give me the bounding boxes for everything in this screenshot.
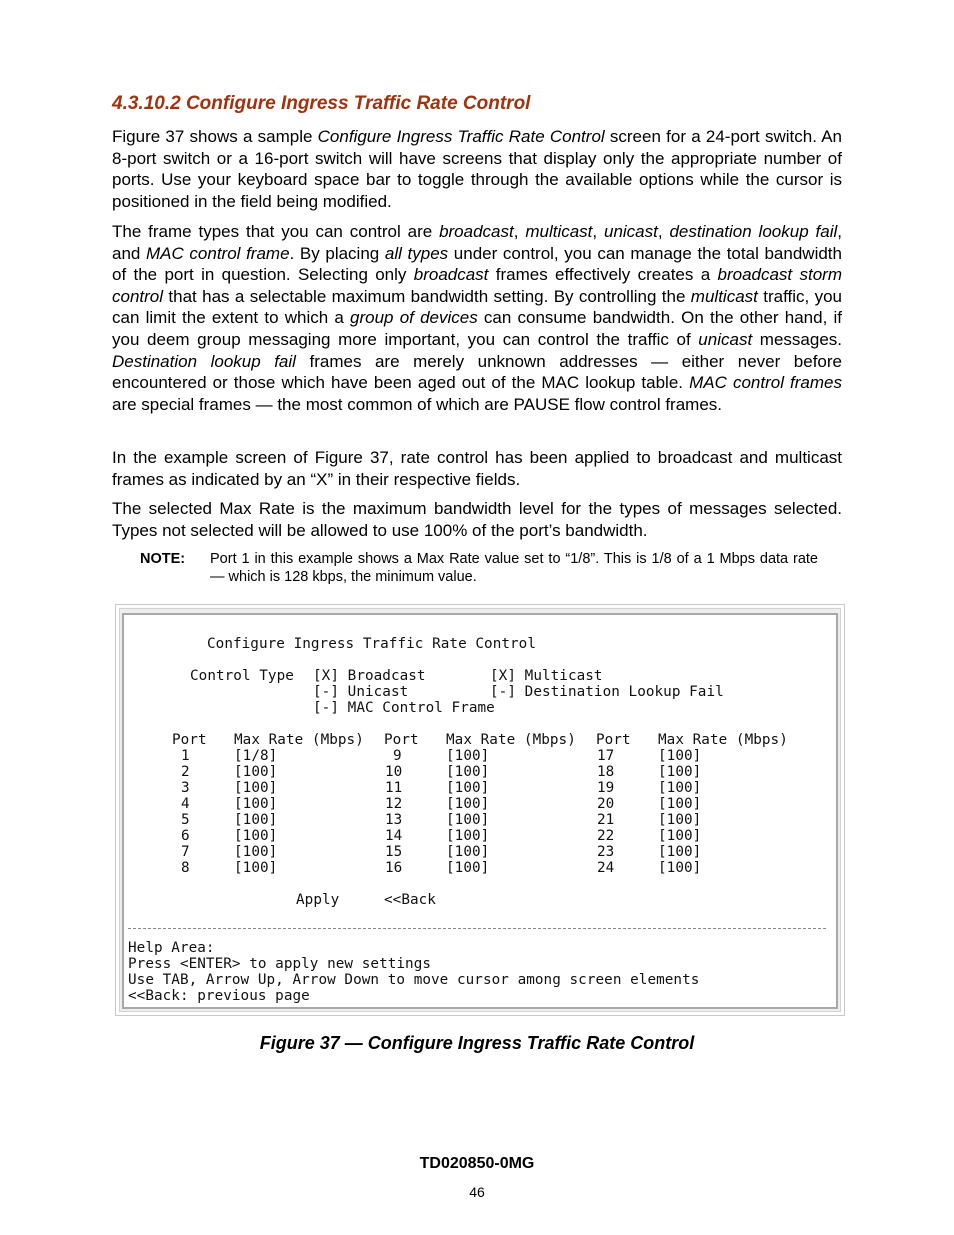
header-max-rate-1: Max Rate (Mbps) [234, 732, 364, 748]
header-port-2: Port [384, 732, 419, 748]
port-number: 17 [597, 748, 615, 764]
page-number: 46 [469, 1184, 485, 1200]
option-multicast[interactable]: [X] Multicast [490, 668, 603, 684]
port-number: 24 [597, 860, 615, 876]
port-number: 22 [597, 828, 615, 844]
port-number: 12 [385, 796, 403, 812]
help-line: <<Back: previous page [128, 988, 310, 1004]
screen-divider [128, 928, 826, 929]
max-rate-field[interactable]: [100] [446, 748, 490, 764]
port-number: 11 [385, 780, 403, 796]
max-rate-field[interactable]: [100] [446, 828, 490, 844]
port-number: 14 [385, 828, 403, 844]
option-unicast[interactable]: [-] Unicast [313, 684, 409, 700]
port-number: 6 [181, 828, 190, 844]
port-number: 5 [181, 812, 190, 828]
max-rate-field[interactable]: [100] [658, 796, 702, 812]
back-button[interactable]: <<Back [384, 892, 436, 908]
paragraph-intro: Figure 37 shows a sample Configure Ingress Traffic Rate Control screen for a 24-port switch. An 8-port switch or a 16-port switch will have screens that display only the appropriate number of ports. Use your keyboard space bar to toggle through the available options while the cursor is positioned in the field being modified. [112, 127, 842, 211]
paragraph-max-rate: The selected Max Rate is the maximum bandwidth level for the types of messages selected. Types not selected will be allowed to use 100% of the port’s bandwidth. [112, 499, 842, 540]
max-rate-field[interactable]: [100] [446, 844, 490, 860]
note-text: Port 1 in this example shows a Max Rate value set to “1/8”. This is 1/8 of a 1 Mbps data rate — which is 128 kbps, the minimum value. [210, 551, 818, 585]
max-rate-field[interactable]: [100] [658, 828, 702, 844]
note-label: NOTE: [140, 551, 186, 567]
paragraph-example: In the example screen of Figure 37, rate control has been applied to broadcast and multicast frames as indicated by an “X” in their respective fields. [112, 448, 842, 489]
header-max-rate-2: Max Rate (Mbps) [446, 732, 576, 748]
figure-caption: Figure 37 — Configure Ingress Traffic Rate Control [259, 1033, 695, 1053]
max-rate-field[interactable]: [1/8] [234, 748, 278, 764]
header-port-1: Port [172, 732, 207, 748]
port-number: 15 [385, 844, 403, 860]
port-number: 8 [181, 860, 190, 876]
max-rate-field[interactable]: [100] [234, 828, 278, 844]
max-rate-field[interactable]: [100] [658, 780, 702, 796]
port-number: 20 [597, 796, 615, 812]
apply-button[interactable]: Apply [296, 892, 340, 908]
max-rate-field[interactable]: [100] [234, 796, 278, 812]
screen-title: Configure Ingress Traffic Rate Control [207, 636, 536, 652]
header-max-rate-3: Max Rate (Mbps) [658, 732, 788, 748]
max-rate-field[interactable]: [100] [658, 844, 702, 860]
port-number: 19 [597, 780, 615, 796]
port-number: 13 [385, 812, 403, 828]
max-rate-field[interactable]: [100] [658, 860, 702, 876]
max-rate-field[interactable]: [100] [446, 860, 490, 876]
port-number: 18 [597, 764, 615, 780]
section-heading: 4.3.10.2 Configure Ingress Traffic Rate Control [112, 93, 531, 114]
max-rate-field[interactable]: [100] [234, 780, 278, 796]
help-title: Help Area: [128, 940, 215, 956]
max-rate-field[interactable]: [100] [446, 812, 490, 828]
port-number: 9 [393, 748, 402, 764]
port-number: 2 [181, 764, 190, 780]
max-rate-field[interactable]: [100] [446, 780, 490, 796]
max-rate-field[interactable]: [100] [446, 764, 490, 780]
max-rate-field[interactable]: [100] [234, 860, 278, 876]
port-number: 10 [385, 764, 403, 780]
help-line: Press <ENTER> to apply new settings [128, 956, 432, 972]
port-number: 23 [597, 844, 615, 860]
port-number: 7 [181, 844, 190, 860]
max-rate-field[interactable]: [100] [658, 812, 702, 828]
option-destination-lookup-fail[interactable]: [-] Destination Lookup Fail [490, 684, 724, 700]
max-rate-field[interactable]: [100] [234, 764, 278, 780]
port-number: 4 [181, 796, 190, 812]
port-number: 16 [385, 860, 403, 876]
option-broadcast[interactable]: [X] Broadcast [313, 668, 426, 684]
paragraph-frame-types: The frame types that you can control are broadcast, multicast, unicast, destination lookup fail, and MAC control frame. By placing all types under control, you can manage the total bandwidth of the port in question. Selecting only broadcast frames effectively creates a broadcast storm control that has a selectable maximum bandwidth setting. By controlling the multicast traffic, you can limit the extent to which a group of devices can consume bandwidth. On the other hand, if you deem group messaging more important, you can control the traffic of unicast messages. Destination lookup fail frames are merely unknown addresses — either never before encountered or those which have been aged out of the MAC lookup table. MAC control frames are special frames — the most common of which are PAUSE flow control frames. [112, 222, 843, 414]
port-number: 3 [181, 780, 190, 796]
max-rate-field[interactable]: [100] [658, 764, 702, 780]
max-rate-field[interactable]: [100] [446, 796, 490, 812]
help-line: Use TAB, Arrow Up, Arrow Down to move cursor among screen elements [128, 972, 700, 988]
port-number: 1 [181, 748, 190, 764]
control-type-label: Control Type [190, 668, 294, 684]
max-rate-field[interactable]: [100] [658, 748, 702, 764]
document-id: TD020850-0MG [419, 1155, 535, 1172]
max-rate-field[interactable]: [100] [234, 812, 278, 828]
port-number: 21 [597, 812, 615, 828]
option-mac-control-frame[interactable]: [-] MAC Control Frame [313, 700, 495, 716]
header-port-3: Port [596, 732, 631, 748]
max-rate-field[interactable]: [100] [234, 844, 278, 860]
